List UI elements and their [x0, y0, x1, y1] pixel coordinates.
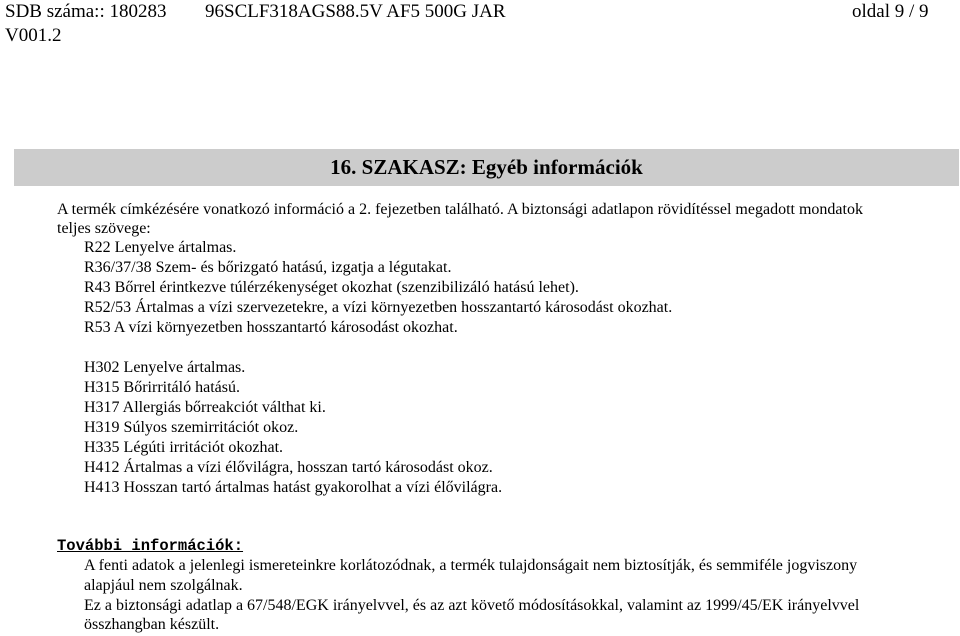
intro-line-1: A termék címkézésére vonatkozó információ a 2. fejezetben található. A biztonsági adatlapon rövidítéssel megadott mondatok	[57, 201, 863, 218]
r-phrase-item: R52/53 Ártalmas a vízi szervezetekre, a vízi környezetben hosszantartó károsodást okozhat.	[84, 299, 673, 316]
more-info-line-2: alapjául nem szolgálnak.	[84, 577, 243, 594]
more-info-line-1: A fenti adatok a jelenlegi ismereteinkre korlátozódnak, a termék tulajdonságait nem biztosítják, és semmiféle jogviszony	[84, 557, 858, 574]
h-phrase-item: H302 Lenyelve ártalmas.	[84, 359, 246, 376]
h-phrase-item: H335 Légúti irritációt okozhat.	[84, 439, 284, 456]
r-phrase-item: R53 A vízi környezetben hosszantartó károsodást okozhat.	[84, 319, 458, 336]
section-title: 16. SZAKASZ: Egyéb információk	[330, 155, 643, 179]
product-code: 96SCLF318AGS88.5V AF5 500G JAR	[205, 1, 506, 22]
h-phrase-item: H319 Súlyos szemirritációt okoz.	[84, 419, 299, 436]
h-phrase-item: H315 Bőrirritáló hatású.	[84, 379, 240, 396]
section-heading-bar	[14, 149, 959, 186]
more-info-line-3: Ez a biztonsági adatlap a 67/548/EGK irányelvvel, és az azt követő módosításokkal, valamint az 1999/45/EK irányelvvel	[84, 597, 860, 614]
document-version: V001.2	[5, 25, 62, 46]
more-info-title: További információk:	[57, 537, 244, 555]
sds-number: SDB száma:: 180283	[5, 1, 167, 22]
h-phrase-list	[84, 358, 502, 498]
h-phrase-item: H412 Ártalmas a vízi élővilágra, hosszan tartó károsodást okoz.	[84, 459, 493, 476]
r-phrase-list	[84, 238, 672, 338]
r-phrase-item: R22 Lenyelve ártalmas.	[84, 239, 237, 256]
h-phrase-item: H413 Hosszan tartó ártalmas hatást gyakorolhat a vízi élővilágra.	[84, 479, 503, 496]
intro-line-2: teljes szövege:	[57, 220, 151, 237]
h-phrase-item: H317 Allergiás bőrreakciót válthat ki.	[84, 399, 326, 416]
more-info-line-4: összhangban készült.	[84, 616, 220, 633]
page-number: oldal 9 / 9	[852, 1, 929, 22]
r-phrase-item: R36/37/38 Szem- és bőrizgató hatású, izgatja a légutakat.	[84, 259, 452, 276]
r-phrase-item: R43 Bőrrel érintkezve túlérzékenységet okozhat (szenzibilizáló hatású lehet).	[84, 279, 579, 296]
